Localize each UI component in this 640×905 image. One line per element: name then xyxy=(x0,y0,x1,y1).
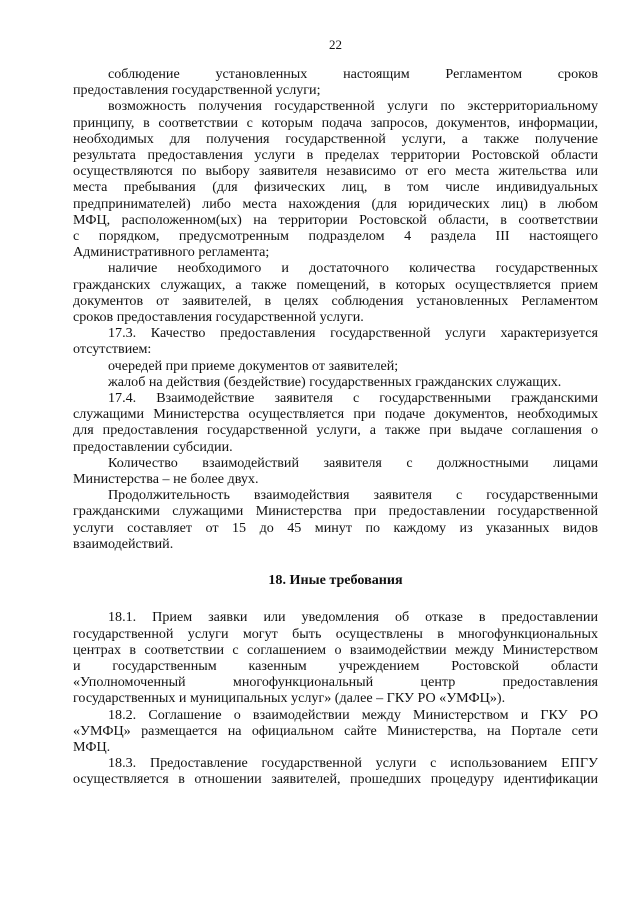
text-line: 18.1. Прием заявки или уведомления об отказе в предоставлении xyxy=(108,609,598,626)
text-line: гражданских служащих, а также помещений, в которых осуществляется прием xyxy=(73,276,598,293)
text-line: осуществляется в отношении заявителей, прошедших процедуру идентификации xyxy=(73,771,598,788)
text-line: и государственным казенным учреждением Ростовской области xyxy=(73,657,598,674)
text-line: соблюдение установленных настоящим Регламентом сроков xyxy=(108,66,598,82)
section-heading: 18. Иные требования xyxy=(268,572,403,589)
text-line: осуществляются по выбору заявителя независимо от его места жительства или xyxy=(73,163,598,180)
text-line: жалоб на действия (бездействие) государственных гражданских служащих. xyxy=(108,373,562,390)
text-line: с порядком, предусмотренным подразделом 4 раздела III настоящего xyxy=(73,228,598,245)
text-line: необходимых для получения государственной услуги, а также получение xyxy=(73,130,598,147)
text-line: предоставления государственной услуги; xyxy=(73,82,321,99)
text-line: Продолжительность взаимодействия заявителя с государственными xyxy=(108,487,598,504)
text-line: государственной услуги могут быть осуществлены в многофункциональных xyxy=(73,625,598,642)
text-line: «УМФЦ» размещается на официальном сайте Министерства, на Портале сети xyxy=(73,722,598,739)
text-line: Министерства – не более двух. xyxy=(73,471,259,488)
text-line: очередей при приеме документов от заявителей; xyxy=(108,357,399,374)
text-line: услуги составляет от 15 до 45 минут по каждому из указанных видов xyxy=(73,519,598,536)
body-text-block-1 xyxy=(73,66,598,552)
text-line: сроков предоставления государственной услуги. xyxy=(73,309,364,326)
text-line: Административного регламента; xyxy=(73,244,270,261)
text-line: взаимодействий. xyxy=(73,535,174,552)
text-line: 18.3. Предоставление государственной услуги с использованием ЕПГУ xyxy=(108,755,598,772)
text-line: Количество взаимодействий заявителя с должностными лицами xyxy=(108,454,598,471)
text-line: 18.2. Соглашение о взаимодействии между Министерством и ГКУ РО xyxy=(108,706,598,723)
text-line: МФЦ, расположенном(ых) на территории Ростовской области, в соответствии xyxy=(73,211,598,228)
text-line: предоставлении субсидии. xyxy=(73,438,233,455)
page-number: 22 xyxy=(329,37,342,52)
text-line: служащими Министерства осуществляется при подаче документов, необходимых xyxy=(73,406,598,423)
text-line: МФЦ. xyxy=(73,738,111,755)
text-line: результата предоставления услуги в пределах территории Ростовской области xyxy=(73,147,598,164)
text-line: гражданскими служащими Министерства при предоставлении государственной xyxy=(73,503,598,520)
text-line: места пребывания (для физических лиц, в том числе индивидуальных xyxy=(73,179,598,196)
text-line: 17.3. Качество предоставления государственной услуги характеризуется xyxy=(108,325,598,342)
text-line: «Уполномоченный многофункциональный центр предоставления xyxy=(73,674,598,691)
body-text-block-2 xyxy=(73,609,598,787)
text-line: отсутствием: xyxy=(73,341,152,358)
text-line: для предоставления государственной услуги, а также при выдаче соглашения о xyxy=(73,422,598,439)
text-line: документов от заявителей, в целях соблюдения установленных Регламентом xyxy=(73,292,598,309)
text-line: государственных и муниципальных услуг» (далее – ГКУ РО «УМФЦ»). xyxy=(73,690,506,707)
text-line: принципу, в соответствии с которым подача запросов, документов, информации, xyxy=(73,114,598,131)
text-line: возможность получения государственной услуги по экстерриториальному xyxy=(108,98,598,115)
text-line: 17.4. Взаимодействие заявителя с государственными гражданскими xyxy=(108,390,598,407)
text-line: предпринимателей) либо места нахождения (для юридических лиц) в любом xyxy=(73,195,598,212)
text-line: центрах в соответствии с соглашением о взаимодействии между Министерством xyxy=(73,641,598,658)
text-line: наличие необходимого и достаточного количества государственных xyxy=(108,260,598,277)
